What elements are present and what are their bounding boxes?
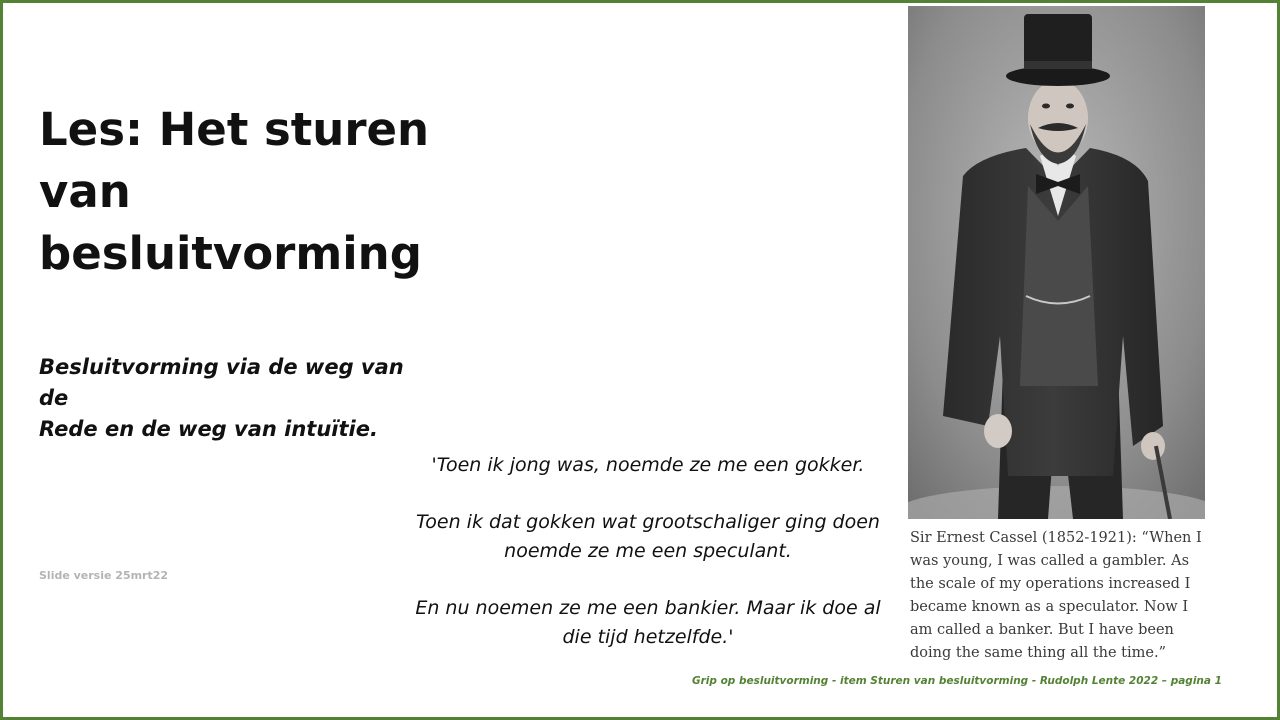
portrait-illustration	[908, 6, 1205, 519]
version-note: Slide versie 25mrt22	[39, 569, 169, 582]
footer-text: Grip op besluitvorming - item Sturen van besluitvorming - Rudolph Lente 2022 – pagina 1	[692, 675, 1222, 687]
subtitle-line: Rede en de weg van intuïtie.	[39, 417, 378, 441]
slide-title	[39, 99, 439, 285]
photo-caption: Sir Ernest Cassel (1852-1921): “When I was young, I was called a gambler. As the scale of my operations increased I became known as a speculator. Now I am called a banker. But I have been doing the same thing all the time.”	[910, 530, 1202, 661]
subtitle-line: Besluitvorming via de weg van de	[39, 355, 404, 410]
quote-paragraph: En nu noemen ze me een bankier. Maar ik doe al die tijd hetzelfde.'	[415, 597, 881, 648]
title-line: Les: Het sturen	[39, 103, 430, 156]
title-line: besluitvorming	[39, 227, 422, 280]
portrait-photo	[908, 6, 1205, 519]
title-line: van	[39, 165, 131, 218]
quote-block	[403, 451, 893, 680]
quote-paragraph: Toen ik dat gokken wat grootschaliger ging doen noemde ze me een speculant.	[416, 511, 880, 562]
quote-paragraph: 'Toen ik jong was, noemde ze me een gokker.	[431, 454, 865, 476]
slide-subtitle	[39, 352, 439, 445]
